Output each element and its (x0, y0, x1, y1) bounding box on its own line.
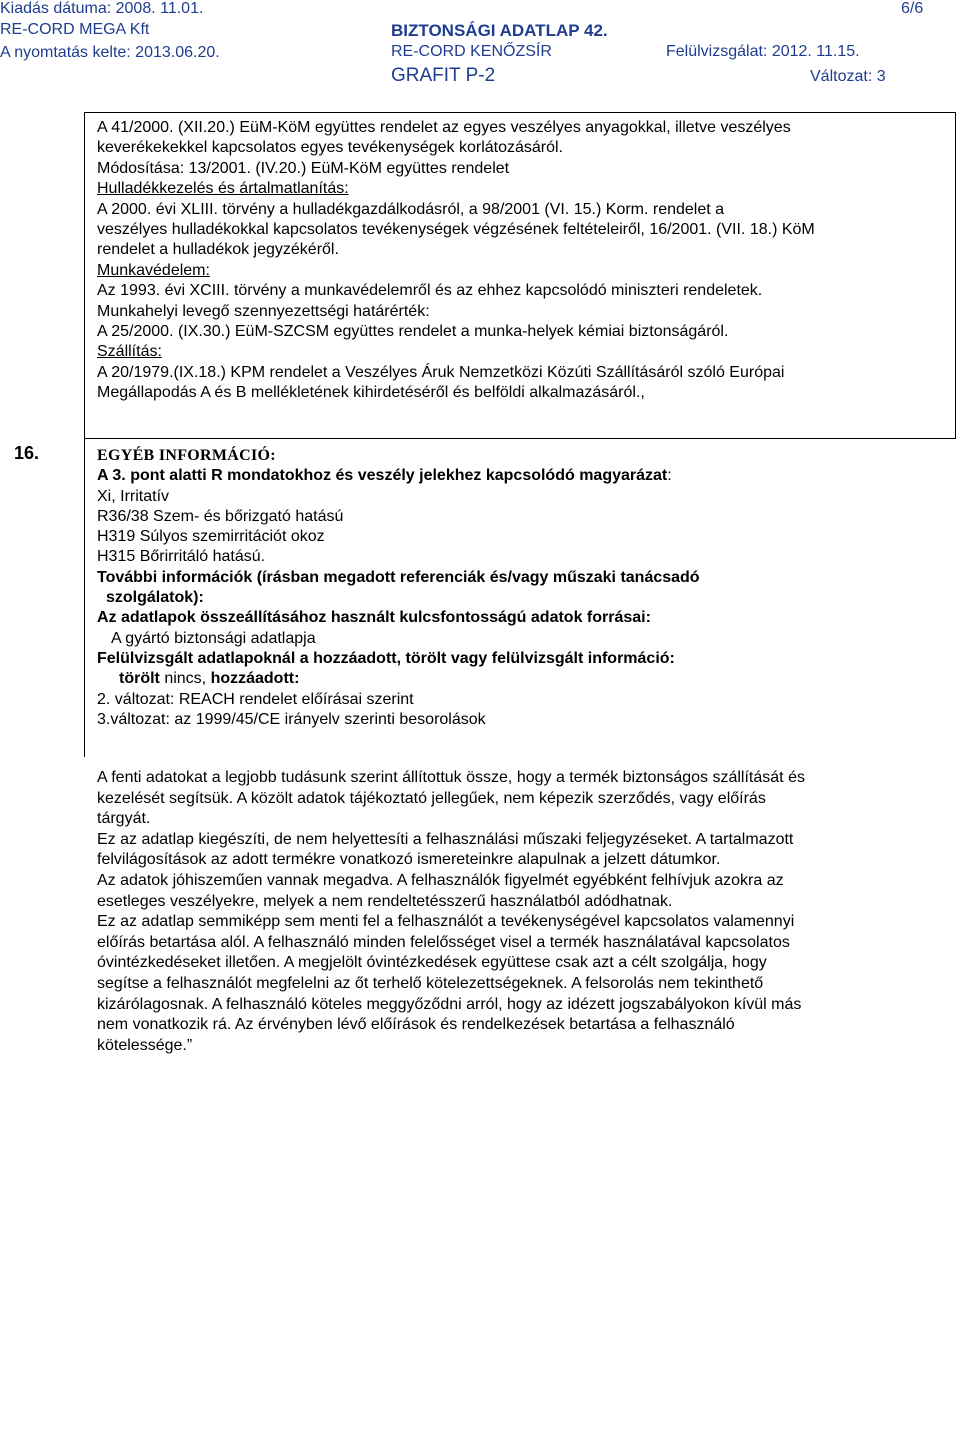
doc-title: BIZTONSÁGI ADATLAP 42. (391, 21, 608, 40)
version: Változat: 3 (810, 68, 886, 85)
page-header (0, 0, 960, 100)
reg-41-2000-line2: keverékekekkel kapcsolatos egyes tevékenységek korlátozásáról. (97, 139, 564, 157)
disclaimer-line: kizárólagosnak. A felhasználó köteles meggyőződni arról, hogy az idézett jogszabályokon kívül más (97, 995, 802, 1013)
disclaimer-line: nem vonatkozik rá. Az érvényben lévő előírások és rendelkezések betartása a felhasználó (97, 1016, 735, 1034)
disclaimer-line: óvintézkedéseket illetően. A megjelölt óvintézkedések együttese csak azt a célt szolgálja, hogy (97, 954, 767, 972)
more-info-line1: További információk (írásban megadott referenciák és/vagy műszaki tanácsadó (97, 568, 700, 586)
disclaimer-line: előírás betartása alól. A felhasználó minden felelősséget visel a termék használatával kapcsolatos (97, 933, 790, 951)
deleted-label: törölt (119, 670, 160, 688)
disclaimer-line: kezelését segítsük. A közölt adatok tájékoztató jellegűek, nem képezik szerződés, vagy előírás (97, 789, 766, 807)
disclaimer-line: segítse a felhasználót megfelelni az őt terhelő kötelezettségeknek. A felsorolás nem tekinthető (97, 974, 764, 992)
r36-38: R36/38 Szem- és bőrizgató hatású (97, 507, 344, 525)
version-2-note: 2. változat: REACH rendelet előírásai szerint (97, 690, 414, 708)
disclaimer-line: A fenti adatokat a legjobb tudásunk szerint állítottuk össze, hogy a termék biztonságos szállítását és (97, 769, 805, 786)
r-phrases-colon: : (667, 467, 672, 485)
issue-date: Kiadás dátuma: 2008. 11.01. (0, 0, 204, 17)
air-limit-line: A 25/2000. (IX.30.) EüM-SZCSM együttes rendelet a munka-helyek kémiai biztonságáról. (97, 323, 729, 341)
xi-irritant: Xi, Irritatív (97, 487, 170, 505)
transport-line1: A 20/1979.(IX.18.) KPM rendelet a Veszélyes Áruk Nemzetközi Közúti Szállításáról szóló Európai (97, 363, 785, 381)
waste-line2: veszélyes hulladékokkal kapcsolatos tevékenységek végzésének feltételeiről, 16/2001. (VII. 18.) KöM (97, 221, 815, 239)
version-3-note: 3.változat: az 1999/45/CE irányelv szerinti besorolások (97, 710, 486, 728)
reg-amendment: Módosítása: 13/2001. (IV.20.) EüM-KöM együttes rendelet (97, 159, 510, 177)
section-16-title: EGYÉB INFORMÁCIÓ: (97, 447, 276, 464)
disclaimer-line: Az adatok jóhiszeműen vannak megadva. A felhasználók figyelmét egyébként felhívjuk azokra az (97, 871, 784, 889)
heading-waste: Hulladékkezelés és ártalmatlanítás: (97, 180, 349, 198)
deleted-value: nincs, (159, 670, 211, 688)
page-number: 6/6 (901, 0, 924, 17)
section-16-left-border (84, 437, 85, 757)
section-16-content (97, 446, 700, 730)
waste-line3: rendelet a hulladékok jegyzékéről. (97, 241, 339, 259)
review-date: Felülvizsgálat: 2012. 11.15. (666, 43, 860, 60)
added-label: hozzáadott: (210, 670, 300, 688)
h315: H315 Bőrirritáló hatású. (97, 548, 266, 566)
heading-air-limit: Munkahelyi levegő szennyezettségi határérték: (97, 302, 430, 320)
print-date: A nyomtatás kelte: 2013.06.20. (0, 44, 220, 61)
product-name: GRAFIT P-2 (391, 65, 496, 86)
company-name: RE-CORD MEGA Kft (0, 21, 150, 38)
disclaimer-line: tárgyát. (97, 810, 151, 828)
waste-line1: A 2000. évi XLIII. törvény a hulladékgazdálkodásról, a 98/2001 (VI. 15.) Korm. rendelet a (97, 200, 725, 218)
heading-work-safety: Munkavédelem: (97, 261, 210, 279)
work-safety-line: Az 1993. évi XCIII. törvény a munkavédelemről és az ehhez kapcsolódó miniszteri rendeletek. (97, 282, 763, 300)
disclaimer-block (97, 768, 805, 1056)
h319: H319 Súlyos szemirritációt okoz (97, 528, 325, 546)
revision-heading: Felülvizsgált adatlapoknál a hozzáadott, törölt vagy felülvizsgált információ: (97, 649, 675, 667)
product-line: RE-CORD KENŐZSÍR (391, 43, 552, 60)
heading-transport: Szállítás: (97, 343, 162, 361)
disclaimer-line: kötelessége.” (97, 1036, 193, 1054)
reg-41-2000-line1: A 41/2000. (XII.20.) EüM-KöM együttes rendelet az egyes veszélyes anyagokkal, illetve veszélyes (97, 119, 791, 136)
r-phrases-heading: A 3. pont alatti R mondatokhoz és veszély jelekhez kapcsolódó magyarázat (97, 467, 668, 485)
sources-value: A gyártó biztonsági adatlapja (111, 629, 316, 647)
disclaimer-line: Ez az adatlap kiegészíti, de nem helyettesíti a felhasználási műszaki feljegyzéseket. A tartalmazott (97, 830, 794, 848)
disclaimer-line: Ez az adatlap semmiképp sem menti fel a felhasználót a tevékenységével kapcsolatos valamennyi (97, 913, 795, 931)
transport-line2: Megállapodás A és B mellékletének kihirdetéséről és belföldi alkalmazásáról., (97, 384, 645, 402)
section-15-content (97, 118, 815, 404)
disclaimer-line: esetleges veszélyekre, melyek a nem rendeltetésszerű használatból adódhatnak. (97, 892, 673, 910)
more-info-line2: szolgálatok): (106, 589, 204, 607)
disclaimer-line: felvilágosítások az adott termékre vonatkozó ismereteinkre alapulnak a jelzett dátumkor. (97, 851, 721, 869)
section-16-number: 16. (14, 443, 40, 463)
sources-heading: Az adatlapok összeállításához használt kulcsfontosságú adatok forrásai: (97, 609, 651, 627)
